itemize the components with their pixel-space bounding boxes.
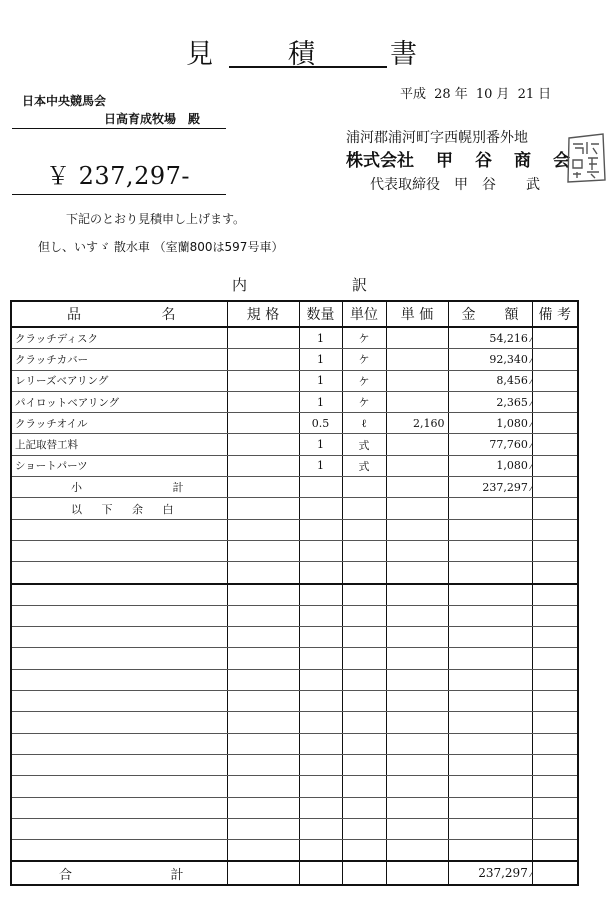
yohaku-label bbox=[11, 498, 227, 519]
item-qty: 1 bbox=[299, 370, 342, 391]
empty-cell bbox=[299, 840, 342, 862]
rep-name-2: 谷 bbox=[482, 177, 496, 193]
total-label bbox=[11, 861, 227, 885]
item-qty: 1 bbox=[299, 391, 342, 412]
empty-cell bbox=[11, 797, 227, 818]
item-name: パイロットベアリング bbox=[11, 391, 227, 412]
table-row bbox=[11, 327, 578, 349]
empty-cell bbox=[448, 818, 532, 839]
empty-cell bbox=[342, 627, 386, 648]
empty-cell bbox=[532, 754, 578, 775]
empty-cell bbox=[227, 818, 299, 839]
empty-cell bbox=[532, 584, 578, 606]
empty-cell bbox=[299, 562, 342, 584]
item-amount: 1,080 ⁄ bbox=[448, 455, 532, 476]
seal-glyphs-middle bbox=[573, 158, 598, 170]
item-amount: 8,456 ⁄ bbox=[448, 370, 532, 391]
item-remarks bbox=[532, 370, 578, 391]
empty-cell bbox=[342, 797, 386, 818]
company-type: 株式会社 bbox=[346, 151, 414, 171]
empty-cell bbox=[448, 733, 532, 754]
empty-cell bbox=[386, 540, 448, 561]
empty-cell bbox=[448, 691, 532, 712]
empty-cell bbox=[532, 627, 578, 648]
subtotal-row bbox=[11, 477, 578, 498]
empty-cell bbox=[532, 605, 578, 626]
table-row bbox=[11, 349, 578, 370]
date-month-unit: 月 bbox=[496, 87, 510, 102]
empty-cell bbox=[532, 712, 578, 733]
header-unit: 単位 bbox=[342, 301, 386, 327]
subtotal-label bbox=[11, 477, 227, 498]
item-remarks bbox=[532, 391, 578, 412]
title-underline bbox=[229, 66, 387, 68]
date-month: 10 bbox=[475, 87, 493, 102]
empty-cell bbox=[532, 733, 578, 754]
item-spec bbox=[227, 455, 299, 476]
empty-cell bbox=[227, 477, 299, 498]
empty-cell bbox=[532, 648, 578, 669]
empty-cell bbox=[342, 584, 386, 606]
item-spec bbox=[227, 391, 299, 412]
empty-cell bbox=[227, 562, 299, 584]
total-amount: ￥ 237,297- bbox=[46, 162, 190, 190]
item-price bbox=[386, 434, 448, 455]
blank-row bbox=[11, 519, 578, 540]
subtotal-label-char-2: 計 bbox=[172, 481, 184, 495]
item-unit: 式 bbox=[342, 455, 386, 476]
section-title-char-1: 内 bbox=[232, 276, 248, 294]
company-char-3: 商 bbox=[514, 151, 531, 171]
blank-row bbox=[11, 733, 578, 754]
empty-cell bbox=[386, 498, 448, 519]
item-amount: 1,080 ⁄ bbox=[448, 413, 532, 434]
document-title: 見 積 書 bbox=[186, 39, 441, 70]
empty-cell bbox=[227, 648, 299, 669]
empty-cell bbox=[227, 733, 299, 754]
empty-cell bbox=[11, 712, 227, 733]
empty-cell bbox=[11, 562, 227, 584]
empty-cell bbox=[227, 498, 299, 519]
item-unit: 式 bbox=[342, 434, 386, 455]
empty-cell bbox=[386, 797, 448, 818]
empty-cell bbox=[532, 669, 578, 690]
empty-cell bbox=[386, 562, 448, 584]
empty-cell bbox=[342, 519, 386, 540]
item-qty: 1 bbox=[299, 327, 342, 349]
empty-cell bbox=[342, 540, 386, 561]
empty-cell bbox=[386, 754, 448, 775]
header-name-char-1: 品 bbox=[67, 307, 81, 323]
empty-cell bbox=[532, 562, 578, 584]
empty-cell bbox=[299, 776, 342, 797]
seal-border bbox=[568, 134, 605, 182]
item-name: 上記取替工料 bbox=[11, 434, 227, 455]
empty-cell bbox=[227, 584, 299, 606]
empty-cell bbox=[11, 818, 227, 839]
rep-name-1: 甲 bbox=[454, 177, 468, 193]
empty-cell bbox=[227, 627, 299, 648]
table-header-row bbox=[11, 301, 578, 327]
section-title-char-2: 訳 bbox=[352, 276, 368, 294]
empty-cell bbox=[299, 519, 342, 540]
item-unit: ケ bbox=[342, 391, 386, 412]
recipient-org: 日本中央競馬会 bbox=[22, 94, 107, 108]
empty-cell bbox=[532, 519, 578, 540]
empty-cell bbox=[448, 840, 532, 862]
seal-glyphs-top bbox=[573, 142, 599, 154]
empty-cell bbox=[532, 477, 578, 498]
item-amount: 2,365 ⁄ bbox=[448, 391, 532, 412]
header-amount-char-1: 金 bbox=[461, 307, 476, 323]
item-name: レリーズベアリング bbox=[11, 370, 227, 391]
empty-cell bbox=[227, 840, 299, 862]
item-qty: 0.5 bbox=[299, 413, 342, 434]
blank-row bbox=[11, 605, 578, 626]
table-row bbox=[11, 370, 578, 391]
note-line-1: 下記のとおり見積申し上げます。 bbox=[66, 212, 246, 226]
empty-cell bbox=[532, 691, 578, 712]
total-label-char-1: 合 bbox=[59, 867, 73, 883]
company-char-2: 谷 bbox=[475, 151, 492, 171]
item-price: 2,160 bbox=[386, 413, 448, 434]
empty-cell bbox=[342, 818, 386, 839]
empty-cell bbox=[227, 797, 299, 818]
empty-cell bbox=[227, 691, 299, 712]
empty-cell bbox=[299, 669, 342, 690]
date-day-unit: 日 bbox=[538, 87, 552, 102]
empty-cell bbox=[227, 519, 299, 540]
item-name: クラッチカバー bbox=[11, 349, 227, 370]
empty-cell bbox=[342, 712, 386, 733]
blank-row bbox=[11, 562, 578, 584]
empty-cell bbox=[448, 584, 532, 606]
item-name: クラッチディスク bbox=[11, 327, 227, 349]
empty-cell bbox=[227, 776, 299, 797]
header-amount-char-2: 額 bbox=[504, 307, 519, 323]
header-name-char-2: 名 bbox=[161, 307, 176, 323]
item-spec bbox=[227, 413, 299, 434]
empty-cell bbox=[11, 776, 227, 797]
item-qty: 1 bbox=[299, 434, 342, 455]
empty-cell bbox=[227, 754, 299, 775]
item-remarks bbox=[532, 349, 578, 370]
empty-cell bbox=[386, 605, 448, 626]
empty-cell bbox=[11, 540, 227, 561]
empty-cell bbox=[299, 818, 342, 839]
header-remarks: 備 考 bbox=[532, 301, 578, 327]
item-price bbox=[386, 370, 448, 391]
empty-cell bbox=[299, 584, 342, 606]
item-name: ショートパーツ bbox=[11, 455, 227, 476]
empty-cell bbox=[227, 605, 299, 626]
item-price bbox=[386, 391, 448, 412]
empty-cell bbox=[299, 712, 342, 733]
item-qty: 1 bbox=[299, 455, 342, 476]
date-era: 平成 bbox=[400, 87, 427, 102]
item-price bbox=[386, 327, 448, 349]
total-amount-cell: 237,297 ⁄ bbox=[448, 861, 532, 885]
empty-cell bbox=[532, 861, 578, 885]
blank-row bbox=[11, 840, 578, 862]
empty-cell bbox=[386, 584, 448, 606]
item-spec bbox=[227, 349, 299, 370]
empty-cell bbox=[11, 627, 227, 648]
issuer-company bbox=[346, 146, 592, 171]
company-seal-stamp bbox=[563, 128, 609, 186]
table-row bbox=[11, 455, 578, 476]
empty-cell bbox=[11, 754, 227, 775]
blank-row bbox=[11, 754, 578, 775]
empty-cell bbox=[227, 712, 299, 733]
item-remarks bbox=[532, 434, 578, 455]
empty-cell bbox=[342, 691, 386, 712]
item-unit: ケ bbox=[342, 327, 386, 349]
item-qty: 1 bbox=[299, 349, 342, 370]
yohaku-char-2: 下 bbox=[101, 502, 113, 516]
empty-cell bbox=[11, 605, 227, 626]
blank-row bbox=[11, 627, 578, 648]
table-row bbox=[11, 391, 578, 412]
recipient-dept: 日高育成牧場 殿 bbox=[104, 112, 201, 126]
empty-cell bbox=[11, 733, 227, 754]
empty-cell bbox=[299, 498, 342, 519]
total-label-char-2: 計 bbox=[170, 867, 184, 883]
empty-cell bbox=[299, 797, 342, 818]
rep-name-3: 武 bbox=[526, 177, 540, 193]
empty-cell bbox=[299, 733, 342, 754]
issuer-address: 浦河郡浦河町字西幌別番外地 bbox=[346, 130, 528, 146]
company-char-1: 甲 bbox=[436, 151, 453, 171]
empty-cell bbox=[299, 754, 342, 775]
empty-cell bbox=[448, 797, 532, 818]
estimate-table bbox=[10, 300, 579, 886]
date-year: 28 bbox=[434, 87, 451, 102]
item-unit: ℓ bbox=[342, 413, 386, 434]
empty-cell bbox=[386, 691, 448, 712]
empty-cell bbox=[342, 861, 386, 885]
recipient-underline bbox=[12, 128, 226, 129]
item-amount: 54,216 ⁄ bbox=[448, 327, 532, 349]
empty-cell bbox=[342, 754, 386, 775]
empty-cell bbox=[532, 498, 578, 519]
empty-cell bbox=[532, 840, 578, 862]
item-spec bbox=[227, 370, 299, 391]
issue-date bbox=[400, 83, 551, 102]
empty-cell bbox=[386, 776, 448, 797]
item-remarks bbox=[532, 455, 578, 476]
empty-cell bbox=[448, 754, 532, 775]
yohaku-char-1: 以 bbox=[71, 502, 82, 516]
empty-cell bbox=[386, 712, 448, 733]
company-char-4: 会 bbox=[553, 151, 570, 171]
blank-row bbox=[11, 584, 578, 606]
seal-glyphs-bottom bbox=[573, 172, 599, 178]
empty-cell bbox=[342, 733, 386, 754]
header-spec: 規 格 bbox=[227, 301, 299, 327]
blank-row bbox=[11, 669, 578, 690]
amount-underline bbox=[12, 194, 226, 195]
header-price: 単 価 bbox=[386, 301, 448, 327]
blank-row bbox=[11, 797, 578, 818]
item-amount: 77,760 ⁄ bbox=[448, 434, 532, 455]
rep-title: 代表取締役 bbox=[370, 177, 440, 193]
empty-cell bbox=[532, 540, 578, 561]
empty-cell bbox=[448, 712, 532, 733]
empty-cell bbox=[532, 776, 578, 797]
empty-cell bbox=[227, 540, 299, 561]
empty-cell bbox=[386, 733, 448, 754]
empty-cell bbox=[342, 648, 386, 669]
empty-cell bbox=[386, 818, 448, 839]
header-amount bbox=[448, 301, 532, 327]
empty-cell bbox=[227, 861, 299, 885]
item-amount: 92,340 ⁄ bbox=[448, 349, 532, 370]
item-unit: ケ bbox=[342, 370, 386, 391]
empty-cell bbox=[342, 840, 386, 862]
blank-row bbox=[11, 691, 578, 712]
empty-cell bbox=[299, 605, 342, 626]
empty-cell bbox=[342, 562, 386, 584]
empty-cell bbox=[448, 776, 532, 797]
empty-cell bbox=[448, 540, 532, 561]
empty-cell bbox=[386, 648, 448, 669]
header-name bbox=[11, 301, 227, 327]
empty-cell bbox=[299, 477, 342, 498]
empty-cell bbox=[11, 519, 227, 540]
empty-cell bbox=[386, 519, 448, 540]
empty-cell bbox=[448, 519, 532, 540]
empty-cell bbox=[299, 648, 342, 669]
empty-cell bbox=[386, 840, 448, 862]
total-row bbox=[11, 861, 578, 885]
note-line-2: 但し、いすゞ 散水車 （室蘭800は597号車） bbox=[38, 240, 284, 254]
blank-row bbox=[11, 818, 578, 839]
empty-cell bbox=[299, 691, 342, 712]
item-spec bbox=[227, 434, 299, 455]
empty-cell bbox=[342, 669, 386, 690]
issuer-representative bbox=[370, 174, 540, 194]
empty-cell bbox=[532, 797, 578, 818]
empty-cell bbox=[448, 562, 532, 584]
empty-cell bbox=[11, 840, 227, 862]
yohaku-row bbox=[11, 498, 578, 519]
item-unit: ケ bbox=[342, 349, 386, 370]
empty-cell bbox=[299, 540, 342, 561]
empty-cell bbox=[11, 648, 227, 669]
header-qty: 数量 bbox=[299, 301, 342, 327]
blank-row bbox=[11, 776, 578, 797]
empty-cell bbox=[448, 605, 532, 626]
subtotal-label-char-1: 小 bbox=[71, 481, 82, 495]
item-name: クラッチオイル bbox=[11, 413, 227, 434]
empty-cell bbox=[342, 498, 386, 519]
empty-cell bbox=[386, 627, 448, 648]
yohaku-char-3: 余 bbox=[132, 502, 143, 516]
item-remarks bbox=[532, 327, 578, 349]
empty-cell bbox=[532, 818, 578, 839]
empty-cell bbox=[11, 669, 227, 690]
empty-cell bbox=[448, 669, 532, 690]
empty-cell bbox=[227, 669, 299, 690]
empty-cell bbox=[386, 477, 448, 498]
empty-cell bbox=[386, 669, 448, 690]
date-day: 21 bbox=[517, 87, 535, 102]
item-remarks bbox=[532, 413, 578, 434]
empty-cell bbox=[448, 498, 532, 519]
table-row bbox=[11, 413, 578, 434]
empty-cell bbox=[11, 584, 227, 606]
blank-row bbox=[11, 648, 578, 669]
empty-cell bbox=[299, 861, 342, 885]
empty-cell bbox=[448, 627, 532, 648]
empty-cell bbox=[299, 627, 342, 648]
item-price bbox=[386, 455, 448, 476]
item-spec bbox=[227, 327, 299, 349]
section-title bbox=[232, 274, 472, 295]
empty-cell bbox=[11, 691, 227, 712]
empty-cell bbox=[342, 477, 386, 498]
blank-row bbox=[11, 540, 578, 561]
empty-cell bbox=[448, 648, 532, 669]
item-price bbox=[386, 349, 448, 370]
subtotal-amount: 237,297 ⁄ bbox=[448, 477, 532, 498]
empty-cell bbox=[342, 776, 386, 797]
yohaku-char-4: 白 bbox=[162, 502, 174, 516]
empty-cell bbox=[342, 605, 386, 626]
table-row bbox=[11, 434, 578, 455]
date-year-unit: 年 bbox=[454, 87, 468, 102]
blank-row bbox=[11, 712, 578, 733]
empty-cell bbox=[386, 861, 448, 885]
